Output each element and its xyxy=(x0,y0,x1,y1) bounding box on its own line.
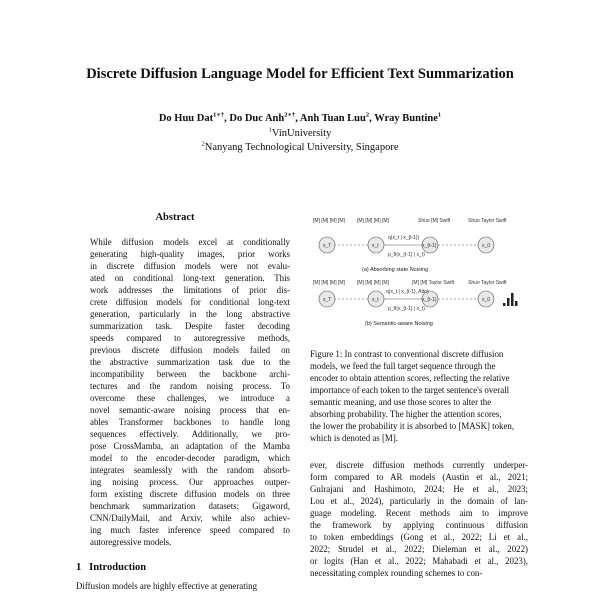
text-line: encoder to obtain attention scores, reflecting the relative xyxy=(310,373,510,383)
attention-bar xyxy=(507,298,510,306)
node-label: x_T xyxy=(323,297,332,303)
text-line: importance of each token to the target sentence's overall xyxy=(310,385,510,395)
affiliation-sup: 2 xyxy=(201,140,205,148)
section-title: Introduction xyxy=(89,562,147,573)
text-line: in discrete diffusion models were not evalu- xyxy=(90,261,290,271)
subfigure-caption: (a) Absorbing state Noising xyxy=(362,267,429,273)
subfigure-caption: (b) Semantic-aware Noising xyxy=(365,321,433,327)
token-label: Shuo Taylor Swift xyxy=(468,280,507,286)
node-label: x_t xyxy=(372,297,379,303)
attention-bar xyxy=(503,303,506,306)
text-line: semantic meaning, and use those scores to alter the xyxy=(310,397,492,407)
node-label: x_T xyxy=(323,243,332,249)
body-text-right xyxy=(310,459,528,579)
affiliation xyxy=(0,142,600,153)
text-line: Gulrajani and Hashimoto, 2024; He et al., 2023; xyxy=(310,484,528,494)
reverse-process-label: p_θ(x_{t-1} | x_t) xyxy=(388,252,425,258)
section-heading xyxy=(76,562,146,573)
abstract-body xyxy=(90,236,290,548)
text-line: speeds compared to autoregressive methods, xyxy=(90,333,290,343)
text-line: the framework by applying continuous diffusion xyxy=(310,520,528,530)
author-sup: 1∗† xyxy=(213,111,225,119)
text-line: ables Transformer backbones to handle long xyxy=(90,417,290,427)
text-line: crete diffusion models for conditional long-text xyxy=(90,297,290,307)
text-line: pose CrossMamba, an adaptation of the Mamba xyxy=(90,441,290,451)
node-label: x_0 xyxy=(482,243,491,249)
text-line: tectures and the random noising process. To xyxy=(90,381,290,391)
token-label: [M] [M] [M] [M] xyxy=(313,280,345,286)
text-line: incompatibility between the backbone archi- xyxy=(90,369,290,379)
forward-process-label: q(x_t | x_{t-1}, Attn) xyxy=(386,289,429,295)
text-line: novel semantic-aware noising process that en- xyxy=(90,405,290,415)
text-line: to token embeddings (Gong et al., 2022; Li et al., xyxy=(310,532,528,542)
author-name: Anh Tuan Luu xyxy=(299,113,366,124)
author-name: Do Huu Dat xyxy=(158,113,214,124)
text-line: sequences effectively. Additionally, we pro- xyxy=(90,429,290,439)
text-line: absorbing probability. The higher the attention scores, xyxy=(310,409,502,419)
text-line: generating high-quality images, prior works xyxy=(90,249,290,259)
text-line: Lou et al., 2024), particularly in the domain of lan- xyxy=(310,496,528,506)
forward-process-label: q(x_t | x_{t-1}) xyxy=(388,235,420,241)
text-line: summarization task. Despite faster decoding xyxy=(90,321,290,331)
text-line: the abstractive summarization task due to the xyxy=(90,357,290,367)
figure-caption xyxy=(310,348,528,444)
token-label: Shuo [M] Swift xyxy=(418,218,451,224)
text-line: ated on conditional long-text generation. This xyxy=(90,273,290,283)
node-label: x_0 xyxy=(482,297,491,303)
author-list: Do Huu Dat$^{1∗\dagger}$, Do Duc Anh$^{2∗\dagger}$, Anh Tuan Luu$^2$, Wray Buntine$^1$ xyxy=(158,111,442,124)
text-line: necessitating complex rounding schemes to con- xyxy=(310,568,483,578)
text-line: previous discrete diffusion models failed on xyxy=(90,345,290,355)
node-label: x_t xyxy=(372,243,379,249)
text-line: model to the encoder-decoder paradigm, which xyxy=(90,453,290,463)
author-name: Do Duc Anh xyxy=(229,113,285,124)
text-line: which is denoted as [M]. xyxy=(310,433,398,443)
text-line: CNN/DailyMail, and Arxiv, while also achiev- xyxy=(90,513,290,523)
text-line: generation, particularly in the long abstractive xyxy=(90,309,290,319)
text-line: overcome these challenges, we introduce a xyxy=(90,393,290,403)
text-line: ing noising process. Our approaches outper- xyxy=(90,477,290,487)
text-line: or logits (Han et al., 2022; Mahabadi et al., 2023), xyxy=(310,556,528,566)
text-line: models, we feed the full target sequence through the xyxy=(310,361,496,371)
introduction-body xyxy=(76,580,292,592)
text-line: guage modeling. Recent methods aim to improve xyxy=(310,508,528,518)
token-label: [M] [M] [M] [M] xyxy=(313,218,345,224)
text-line: ing much faster inference speed compared to xyxy=(90,525,290,535)
attention-bar xyxy=(515,301,518,306)
abstract-heading: Abstract xyxy=(155,212,195,223)
text-line: form compared to AR models (Austin et al., 2021; xyxy=(310,472,528,482)
affiliation xyxy=(0,128,600,139)
author-name: Wray Buntine xyxy=(374,113,438,124)
author-sup: 2∗† xyxy=(284,111,296,119)
author-sup: 1 xyxy=(437,111,442,119)
figure-1-diagram xyxy=(310,212,525,340)
text-line: 2022; Strudel et al., 2022; Dieleman et al., 2022) xyxy=(310,544,528,554)
text-line: benchmark summarization datasets: Gigaword, xyxy=(90,501,290,511)
text-line: Diffusion models are highly effective at generating xyxy=(76,581,258,591)
reverse-process-label: p_θ(x_{t-1} | x_t) xyxy=(388,306,425,312)
token-label: [M] [M] [M] [M] xyxy=(357,280,389,286)
node-label: x_{t-1} xyxy=(422,297,437,303)
text-line: integrates seamlessly with the random absorb- xyxy=(90,465,290,475)
token-label: Shuo Taylor Swift xyxy=(468,218,507,224)
text-line: Figure 1: In contrast to conventional discrete diffusion xyxy=(310,349,504,359)
token-label: [M] [M] [M] [M] xyxy=(357,218,389,224)
paper-title: Discrete Diffusion Language Model for Efficient Text Summarization xyxy=(86,66,514,82)
text-line: autoregressive models. xyxy=(90,537,172,547)
affiliation-name: VinUniversity xyxy=(271,128,332,139)
text-line: While diffusion models excel at conditionally xyxy=(90,237,290,247)
affiliation-name: Nanyang Technological University, Singapore xyxy=(204,142,399,153)
text-line: form existing discrete diffusion models on three xyxy=(90,489,290,499)
attention-bar xyxy=(511,293,514,306)
text-line: the lower the probability it is absorbed to [MASK] token, xyxy=(310,421,515,431)
affiliation-sup: 1 xyxy=(268,126,272,134)
node-label: x_{t-1} xyxy=(422,243,437,249)
author-sup: 2 xyxy=(365,111,370,119)
section-number: 1 xyxy=(76,562,82,573)
token-label: [M] [M] Taylor Swift xyxy=(412,280,455,286)
text-line: work addresses the limitations of prior dis- xyxy=(90,285,290,295)
text-line: ever, discrete diffusion methods currently underper- xyxy=(310,460,528,470)
